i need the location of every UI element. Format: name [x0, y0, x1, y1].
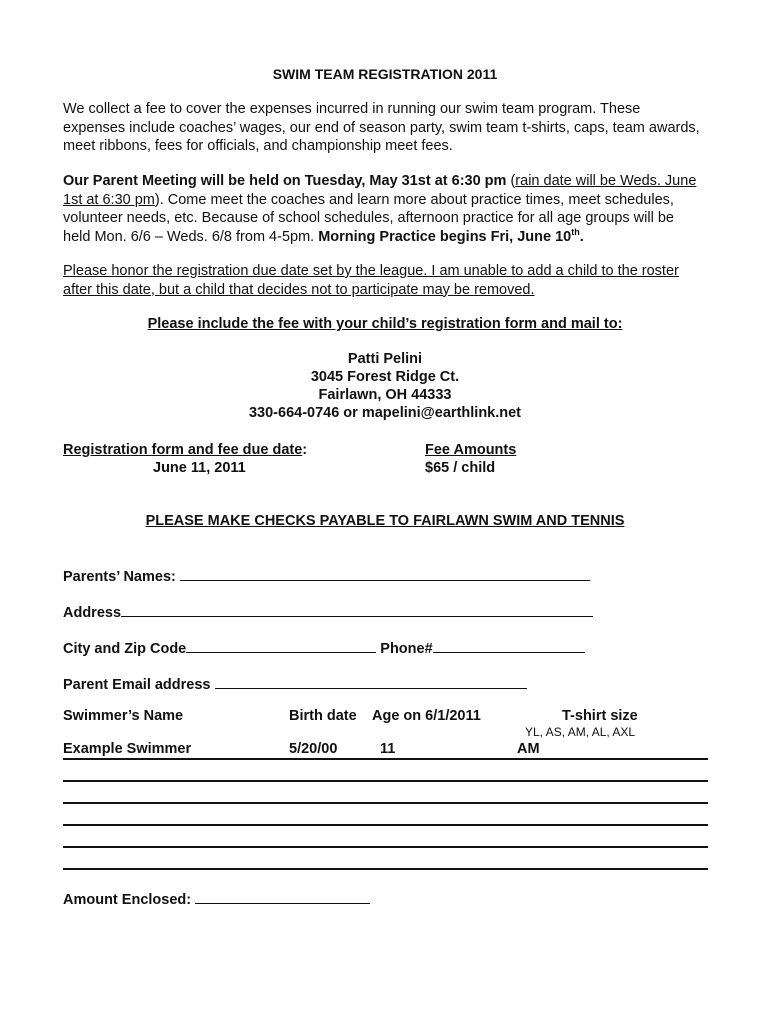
- example-tshirt: AM: [517, 741, 540, 757]
- morning-practice: [318, 226, 584, 245]
- header-swimmer-name: Swimmer’s Name: [63, 708, 184, 724]
- city-zip-field[interactable]: [186, 638, 376, 653]
- address-street: 3045 Forest Ridge Ct.: [310, 369, 460, 385]
- address-name: Patti Pelini: [347, 351, 423, 367]
- due-date-block: [63, 441, 307, 477]
- email-row: [63, 674, 527, 693]
- due-date-label: Registration form and fee due date: [63, 442, 303, 458]
- city-phone-row: [63, 638, 585, 657]
- address-row: [63, 602, 593, 621]
- header-age: Age on 6/1/2011: [372, 708, 481, 724]
- table-row-line[interactable]: [63, 846, 708, 848]
- parents-names-field[interactable]: [180, 566, 590, 581]
- header-birth-date: Birth date: [289, 708, 357, 724]
- address-city: Fairlawn, OH 44333: [318, 387, 452, 403]
- table-row-line[interactable]: [63, 824, 708, 826]
- table-row-line: [63, 758, 708, 760]
- due-date-colon: :: [302, 442, 308, 458]
- fee-amount: $65 / child: [425, 460, 496, 476]
- amount-row: [63, 889, 370, 908]
- phone-label: Phone#: [380, 641, 433, 657]
- example-swimmer-name: Example Swimmer: [63, 741, 192, 757]
- city-zip-label: City and Zip Code: [63, 641, 187, 657]
- example-birth-date: 5/20/00: [289, 741, 338, 757]
- page-title: SWIM TEAM REGISTRATION 2011: [272, 66, 498, 82]
- policy-paragraph: Please honor the registration due date set by the league. I am unable to add a child to the roster after this date, but a child that decides not to participate may be removed.: [63, 263, 679, 298]
- amount-field[interactable]: [195, 889, 370, 904]
- mail-instruction: Please include the fee with your child’s registration form and mail to:: [147, 316, 623, 332]
- due-date-value: June 11, 2011: [153, 460, 246, 476]
- header-tshirt: T-shirt size: [562, 708, 638, 724]
- rain-date: rain date will be Weds. June 1st at 6:30 pm: [63, 173, 697, 208]
- morning-practice-sup: th: [571, 226, 580, 237]
- checks-note: PLEASE MAKE CHECKS PAYABLE TO FAIRLAWN SWIM AND TENNIS: [145, 513, 625, 529]
- meeting-lead: Our Parent Meeting will be held on Tuesday, May 31st at 6:30 pm: [63, 173, 507, 189]
- address-field[interactable]: [121, 602, 593, 617]
- table-row-line[interactable]: [63, 802, 708, 804]
- email-field[interactable]: [215, 674, 527, 689]
- parents-names-label: Parents’ Names:: [63, 569, 176, 585]
- mailing-address: [0, 350, 770, 422]
- meeting-paragraph: Our Parent Meeting will be held on Tuesday, May 31st at 6:30 pm (rain date will be Weds. June 1st at 6:30 pm). Come meet the coaches and learn more about practice times, meet schedules, volunteer needs, etc. Because of school schedules, afternoon practice for all age groups will be held Mon. 6/6 – Weds. 6/8 from 4-5pm. Morning Practice begins Fri, June 10th.: [63, 173, 697, 245]
- phone-field[interactable]: [433, 638, 585, 653]
- example-age: 11: [380, 741, 396, 757]
- address-contact: 330-664-0746 or mapelini@earthlink.net: [248, 405, 522, 421]
- fee-label: Fee Amounts: [425, 442, 517, 458]
- morning-practice-text: Morning Practice begins Fri, June 10: [318, 228, 572, 245]
- parents-names-row: [63, 566, 590, 585]
- amount-label: Amount Enclosed:: [63, 892, 192, 908]
- table-row-line[interactable]: [63, 868, 708, 870]
- table-row-line[interactable]: [63, 780, 708, 782]
- address-label: Address: [63, 605, 122, 621]
- tshirt-sizes-hint: YL, AS, AM, AL, AXL: [525, 725, 636, 739]
- email-label: Parent Email address: [63, 677, 211, 693]
- intro-paragraph: We collect a fee to cover the expenses incurred in running our swim team program. These expenses include coaches’ wages, our end of season party, swim team t-shirts, caps, team awards, meet ribbons, fees for officials, and championship meet fees.: [63, 101, 700, 154]
- fee-block: [425, 441, 516, 477]
- morning-practice-end: .: [579, 228, 584, 245]
- meeting-body: ). Come meet the coaches and learn more about practice times, meet schedules, volunteer needs, etc. Because of school schedules, afternoon practice for all age groups will be held Mon. 6/6 – Weds. 6/8 from 4-5pm.: [63, 191, 674, 245]
